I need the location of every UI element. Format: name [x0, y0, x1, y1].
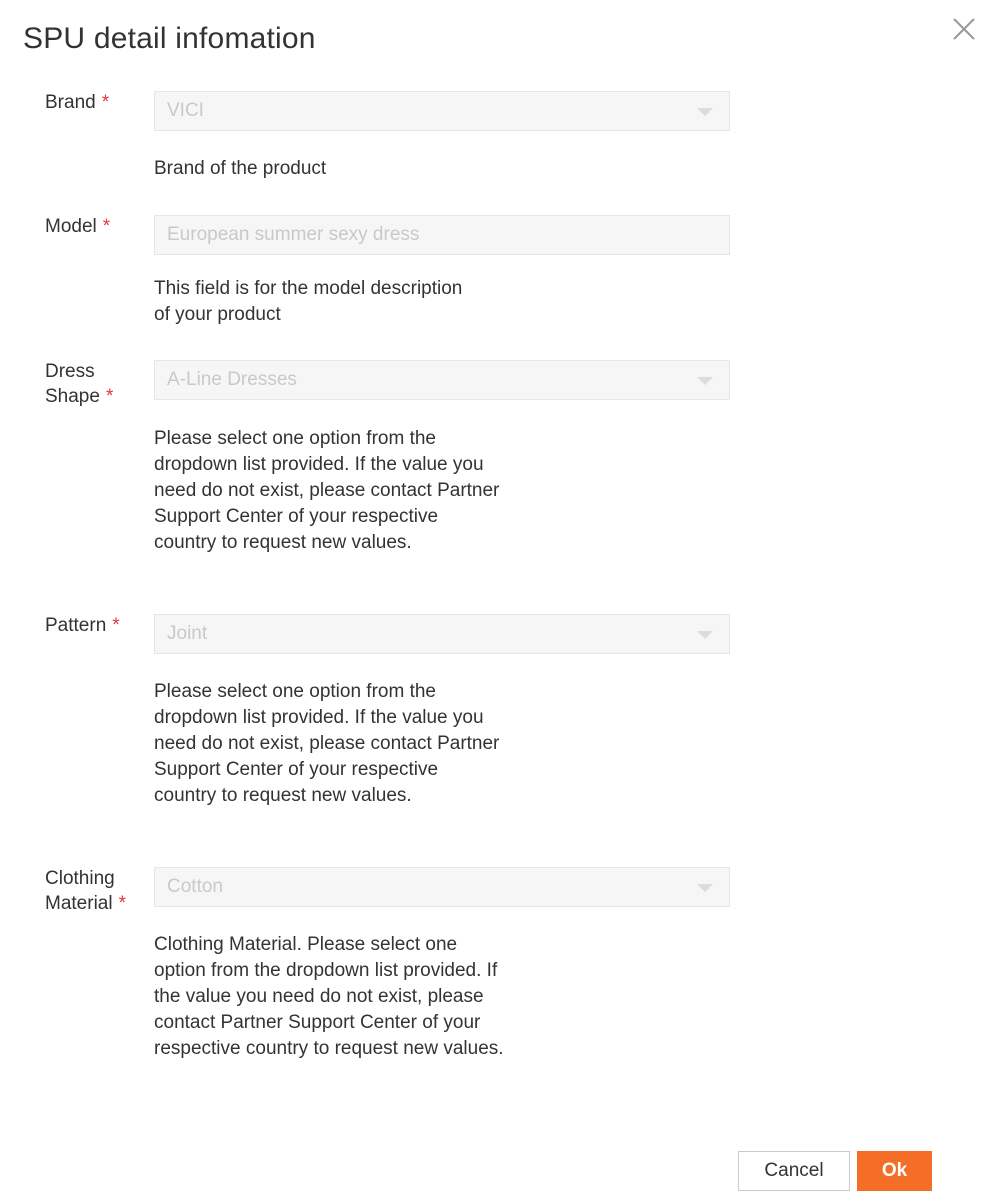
model-label [45, 214, 110, 239]
dress-shape-label-line: Dress [45, 361, 95, 382]
required-mark: * [118, 893, 126, 914]
clothing-material-select-value: Cotton [167, 876, 223, 897]
close-icon [950, 15, 978, 43]
dress-shape-select-value: A-Line Dresses [167, 369, 297, 390]
dress-shape-label-line: Shape [45, 386, 100, 407]
pattern-help: Please select one option from the dropdown list provided. If the value you need do not exist, please contact Partner Support Center of your respective country to request new values. [154, 681, 500, 806]
brand-label-text: Brand [45, 92, 96, 113]
dress-shape-select[interactable] [154, 360, 730, 400]
close-button[interactable] [950, 15, 978, 43]
required-mark: * [112, 615, 120, 636]
required-mark: * [102, 216, 111, 237]
dialog-title: SPU detail infomation [23, 22, 316, 55]
model-input[interactable] [154, 215, 730, 255]
pattern-select-value: Joint [167, 623, 208, 644]
pattern-label-text: Pattern [45, 615, 107, 636]
pattern-select[interactable] [154, 614, 730, 654]
chevron-down-icon [697, 884, 713, 892]
cancel-button[interactable]: Cancel [738, 1151, 850, 1191]
clothing-material-label-line: Material [45, 893, 113, 914]
model-help-line: of your product [154, 304, 281, 325]
brand-help: Brand of the product [154, 158, 327, 179]
ok-button[interactable]: Ok [857, 1151, 932, 1191]
model-help [154, 276, 554, 328]
clothing-material-label [45, 866, 126, 916]
clothing-material-select[interactable] [154, 867, 730, 907]
dress-shape-label [45, 359, 113, 409]
model-input-placeholder: European summer sexy dress [167, 224, 420, 245]
brand-select[interactable] [154, 91, 730, 131]
chevron-down-icon [697, 108, 713, 116]
pattern-label [45, 613, 120, 638]
clothing-material-help: Clothing Material. Please select one option from the dropdown list provided. If the value you need do not exist, please contact Partner Support Center of your respective country to request new values. [154, 934, 504, 1059]
required-mark: * [105, 386, 114, 407]
chevron-down-icon [697, 377, 713, 385]
required-mark: * [101, 92, 110, 113]
brand-label [45, 90, 109, 115]
model-help-line: This field is for the model description [154, 278, 463, 299]
chevron-down-icon [697, 631, 713, 639]
clothing-material-label-line: Clothing [45, 868, 115, 889]
model-label-text: Model [45, 216, 97, 237]
brand-select-value: VICI [167, 100, 204, 121]
dress-shape-help: Please select one option from the dropdown list provided. If the value you need do not exist, please contact Partner Support Center of your respective country to request new values. [154, 428, 500, 553]
